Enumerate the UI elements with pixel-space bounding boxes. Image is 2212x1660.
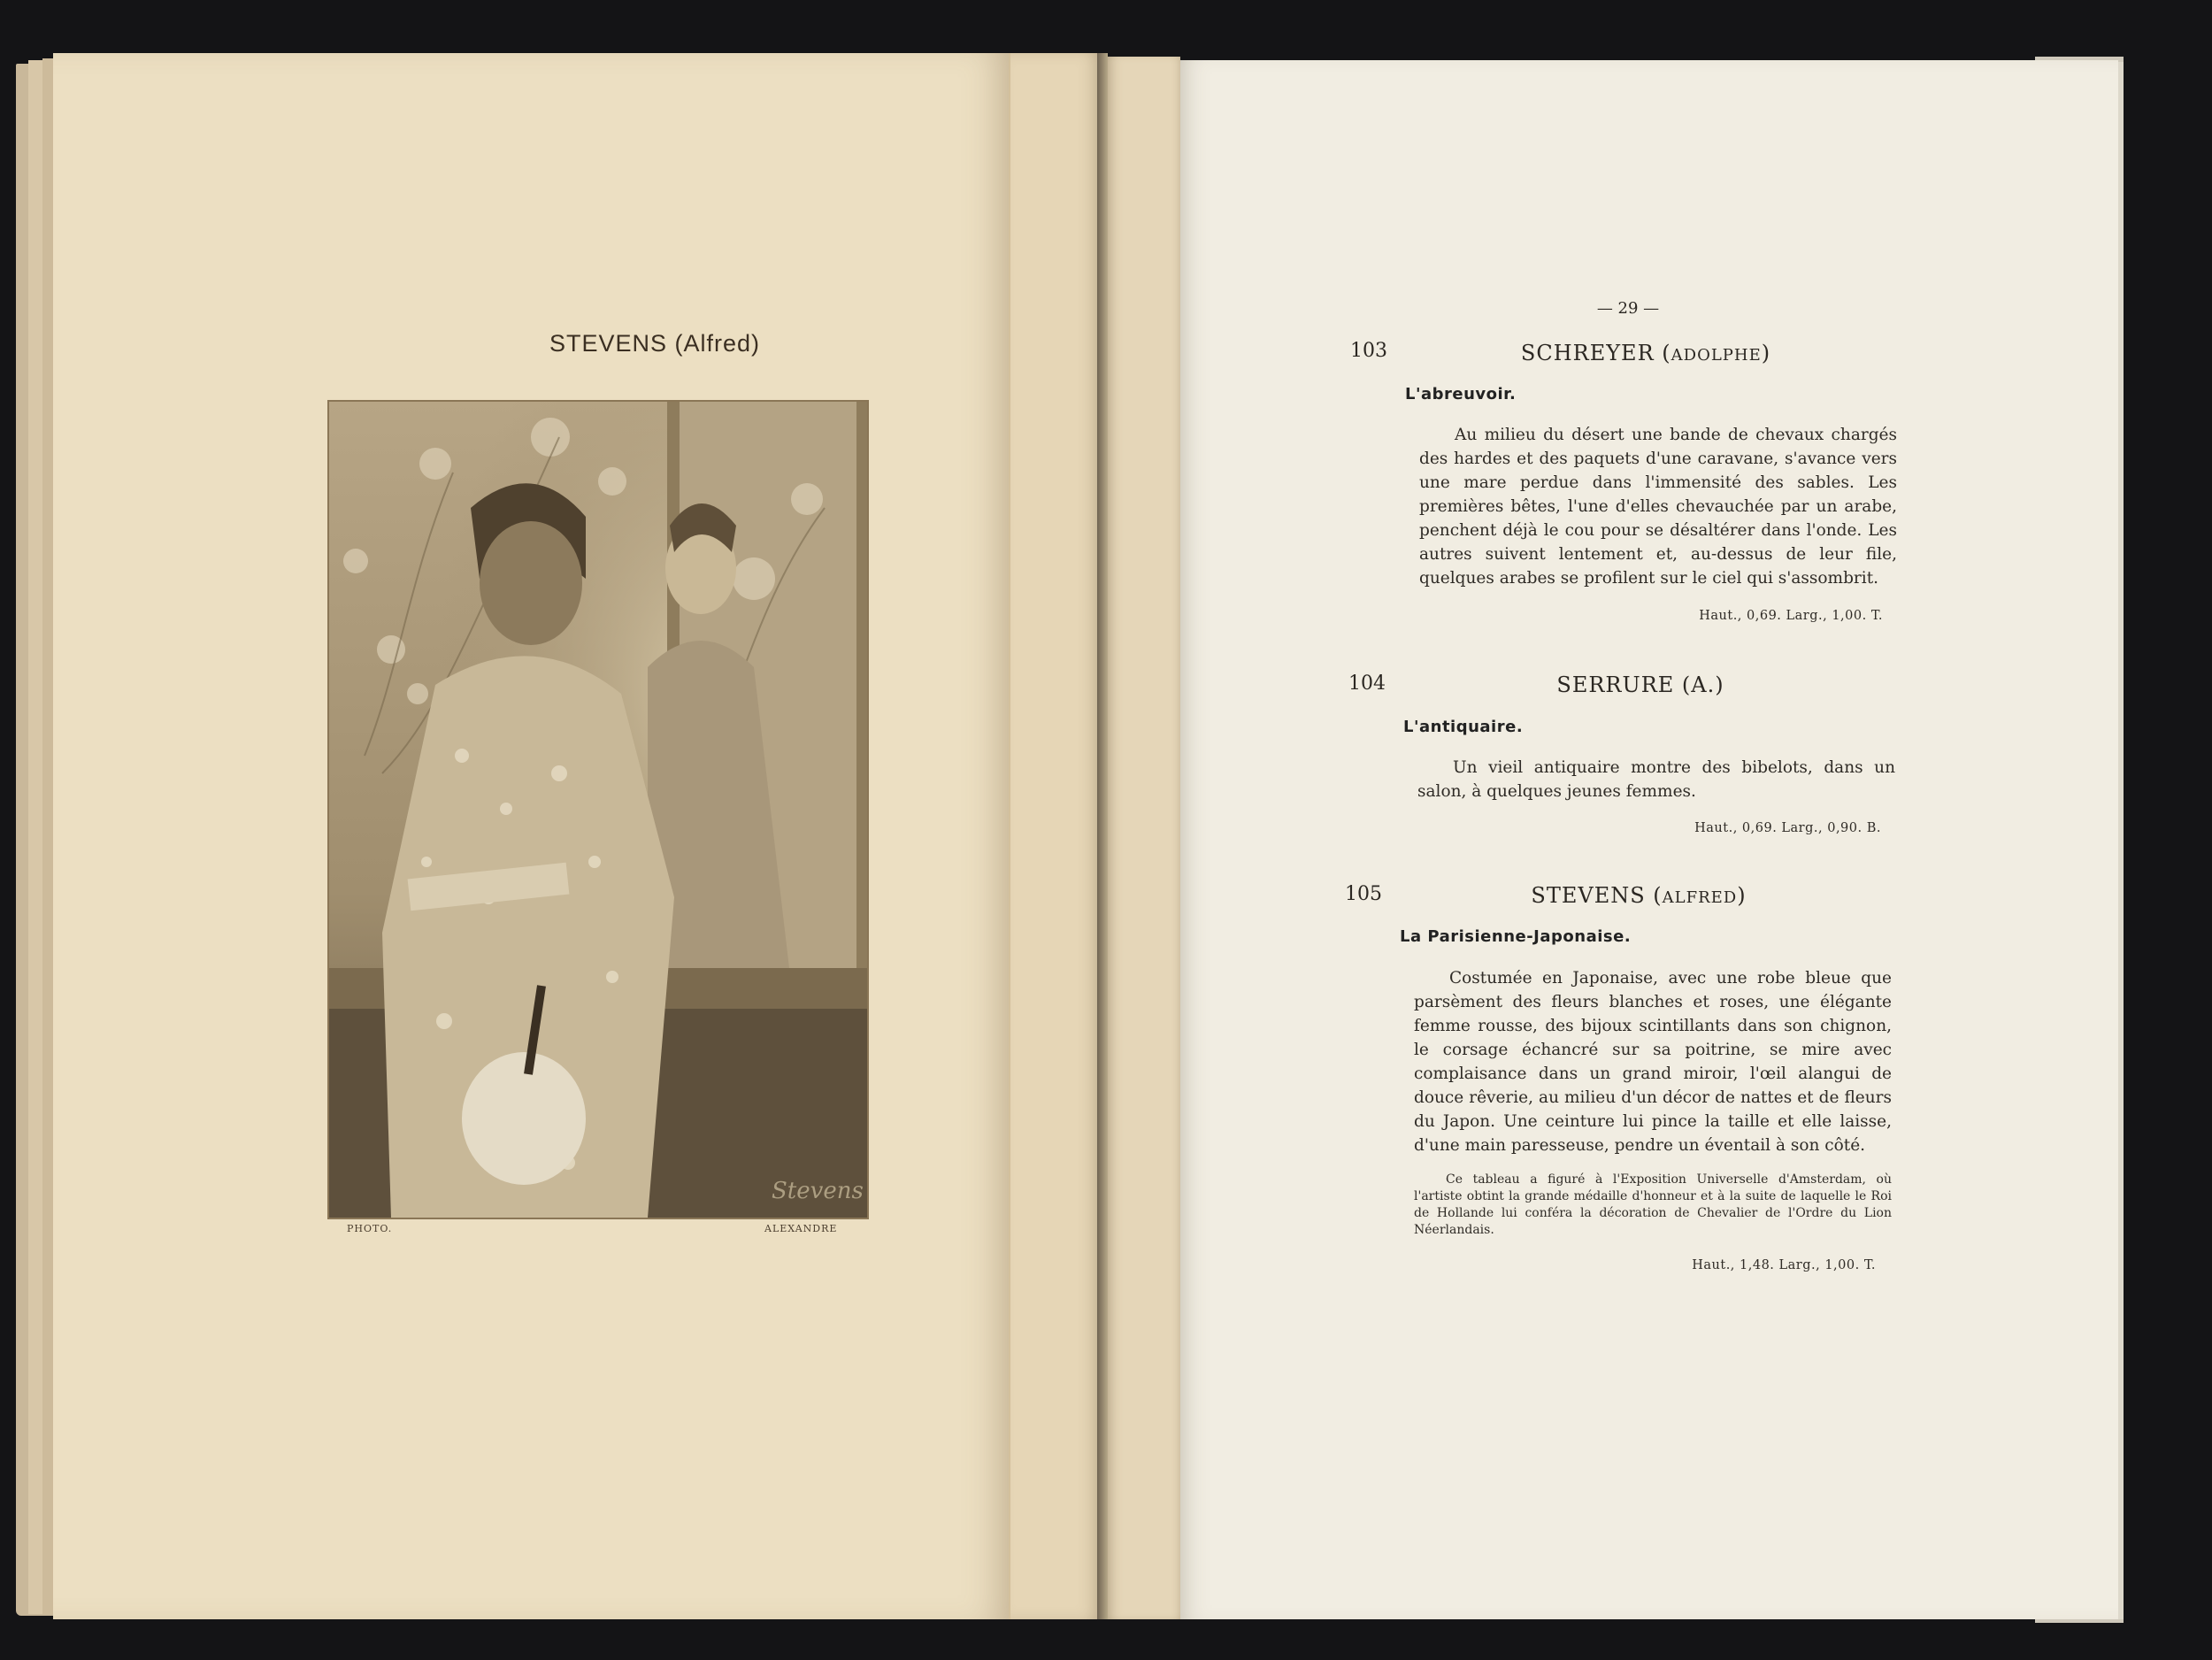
lot-description: Un vieil antiquaire montre des bibelots, dans un salon, à quelques jeunes femmes. bbox=[1417, 758, 1895, 801]
artist-name: STEVENS (ALFRED) bbox=[1531, 883, 1747, 908]
photograph-plate bbox=[327, 400, 869, 1219]
plate-title: STEVENS (Alfred) bbox=[549, 330, 761, 357]
book-gutter bbox=[1097, 53, 1108, 1619]
lot-description: Au milieu du désert une bande de chevaux chargés des hardes et des paquets d'une caravane, s'avance vers une mare perdue dans l'immensité des sables. Les premières bêtes, l'une d'elles chevauchée par un arabe, penchent déjà le cou pour se désaltérer dans l'onde. Les autres suivent lentement et, au-dessus de leur file, quelques arabes se profilent sur le ciel qui s'assombrit. bbox=[1419, 426, 1897, 588]
binding-strip-right bbox=[1108, 57, 1180, 1619]
page-number: — 29 — bbox=[1596, 299, 1660, 318]
lot-dimensions: Haut., 0,69. Larg., 0,90. B. bbox=[1694, 821, 1881, 835]
artist-name: SCHREYER (ADOLPHE) bbox=[1520, 341, 1771, 365]
lot-number: 103 bbox=[1350, 340, 1387, 362]
painter-signature: Stevens bbox=[772, 1178, 864, 1204]
lot-dimensions: Haut., 1,48. Larg., 1,00. T. bbox=[1692, 1258, 1876, 1272]
work-title: La Parisienne-Japonaise. bbox=[1400, 927, 1632, 946]
right-page bbox=[1180, 60, 2118, 1619]
painting-reproduction bbox=[329, 402, 867, 1218]
artist-name: SERRURE (A.) bbox=[1556, 672, 1724, 697]
lot-description: Costumée en Japonaise, avec une robe bleue que parsèment des fleurs blanches et roses, une élégante femme rousse, des bijoux scintillants dans son chignon, le corsage échancré sur sa poitrine, se mire avec complaisance dans un grand miroir, l'œil alangui de douce rêverie, au milieu d'un décor de nattes et de fleurs du Japon. Une ceinture lui pince la taille et elle laisse, d'une main paresseuse, pendre un éventail à son côté. bbox=[1414, 969, 1892, 1155]
lot-note: Ce tableau a figuré à l'Exposition Universelle d'Amsterdam, où l'artiste obtint la grande médaille d'honneur et à la suite de laquelle le Roi de Hollande lui conféra la décoration de Chevalier de l'Ordre du Lion Néerlandais. bbox=[1414, 1172, 1892, 1237]
lot-number: 104 bbox=[1348, 672, 1386, 695]
photo-credit-right: ALEXANDRE bbox=[764, 1223, 838, 1234]
work-title: L'antiquaire. bbox=[1403, 718, 1524, 736]
photo-credit-left: PHOTO. bbox=[347, 1223, 393, 1234]
work-title: L'abreuvoir. bbox=[1405, 385, 1517, 403]
lot-number: 105 bbox=[1345, 883, 1382, 905]
binding-strip-left bbox=[1009, 53, 1099, 1619]
lot-dimensions: Haut., 0,69. Larg., 1,00. T. bbox=[1699, 609, 1883, 623]
